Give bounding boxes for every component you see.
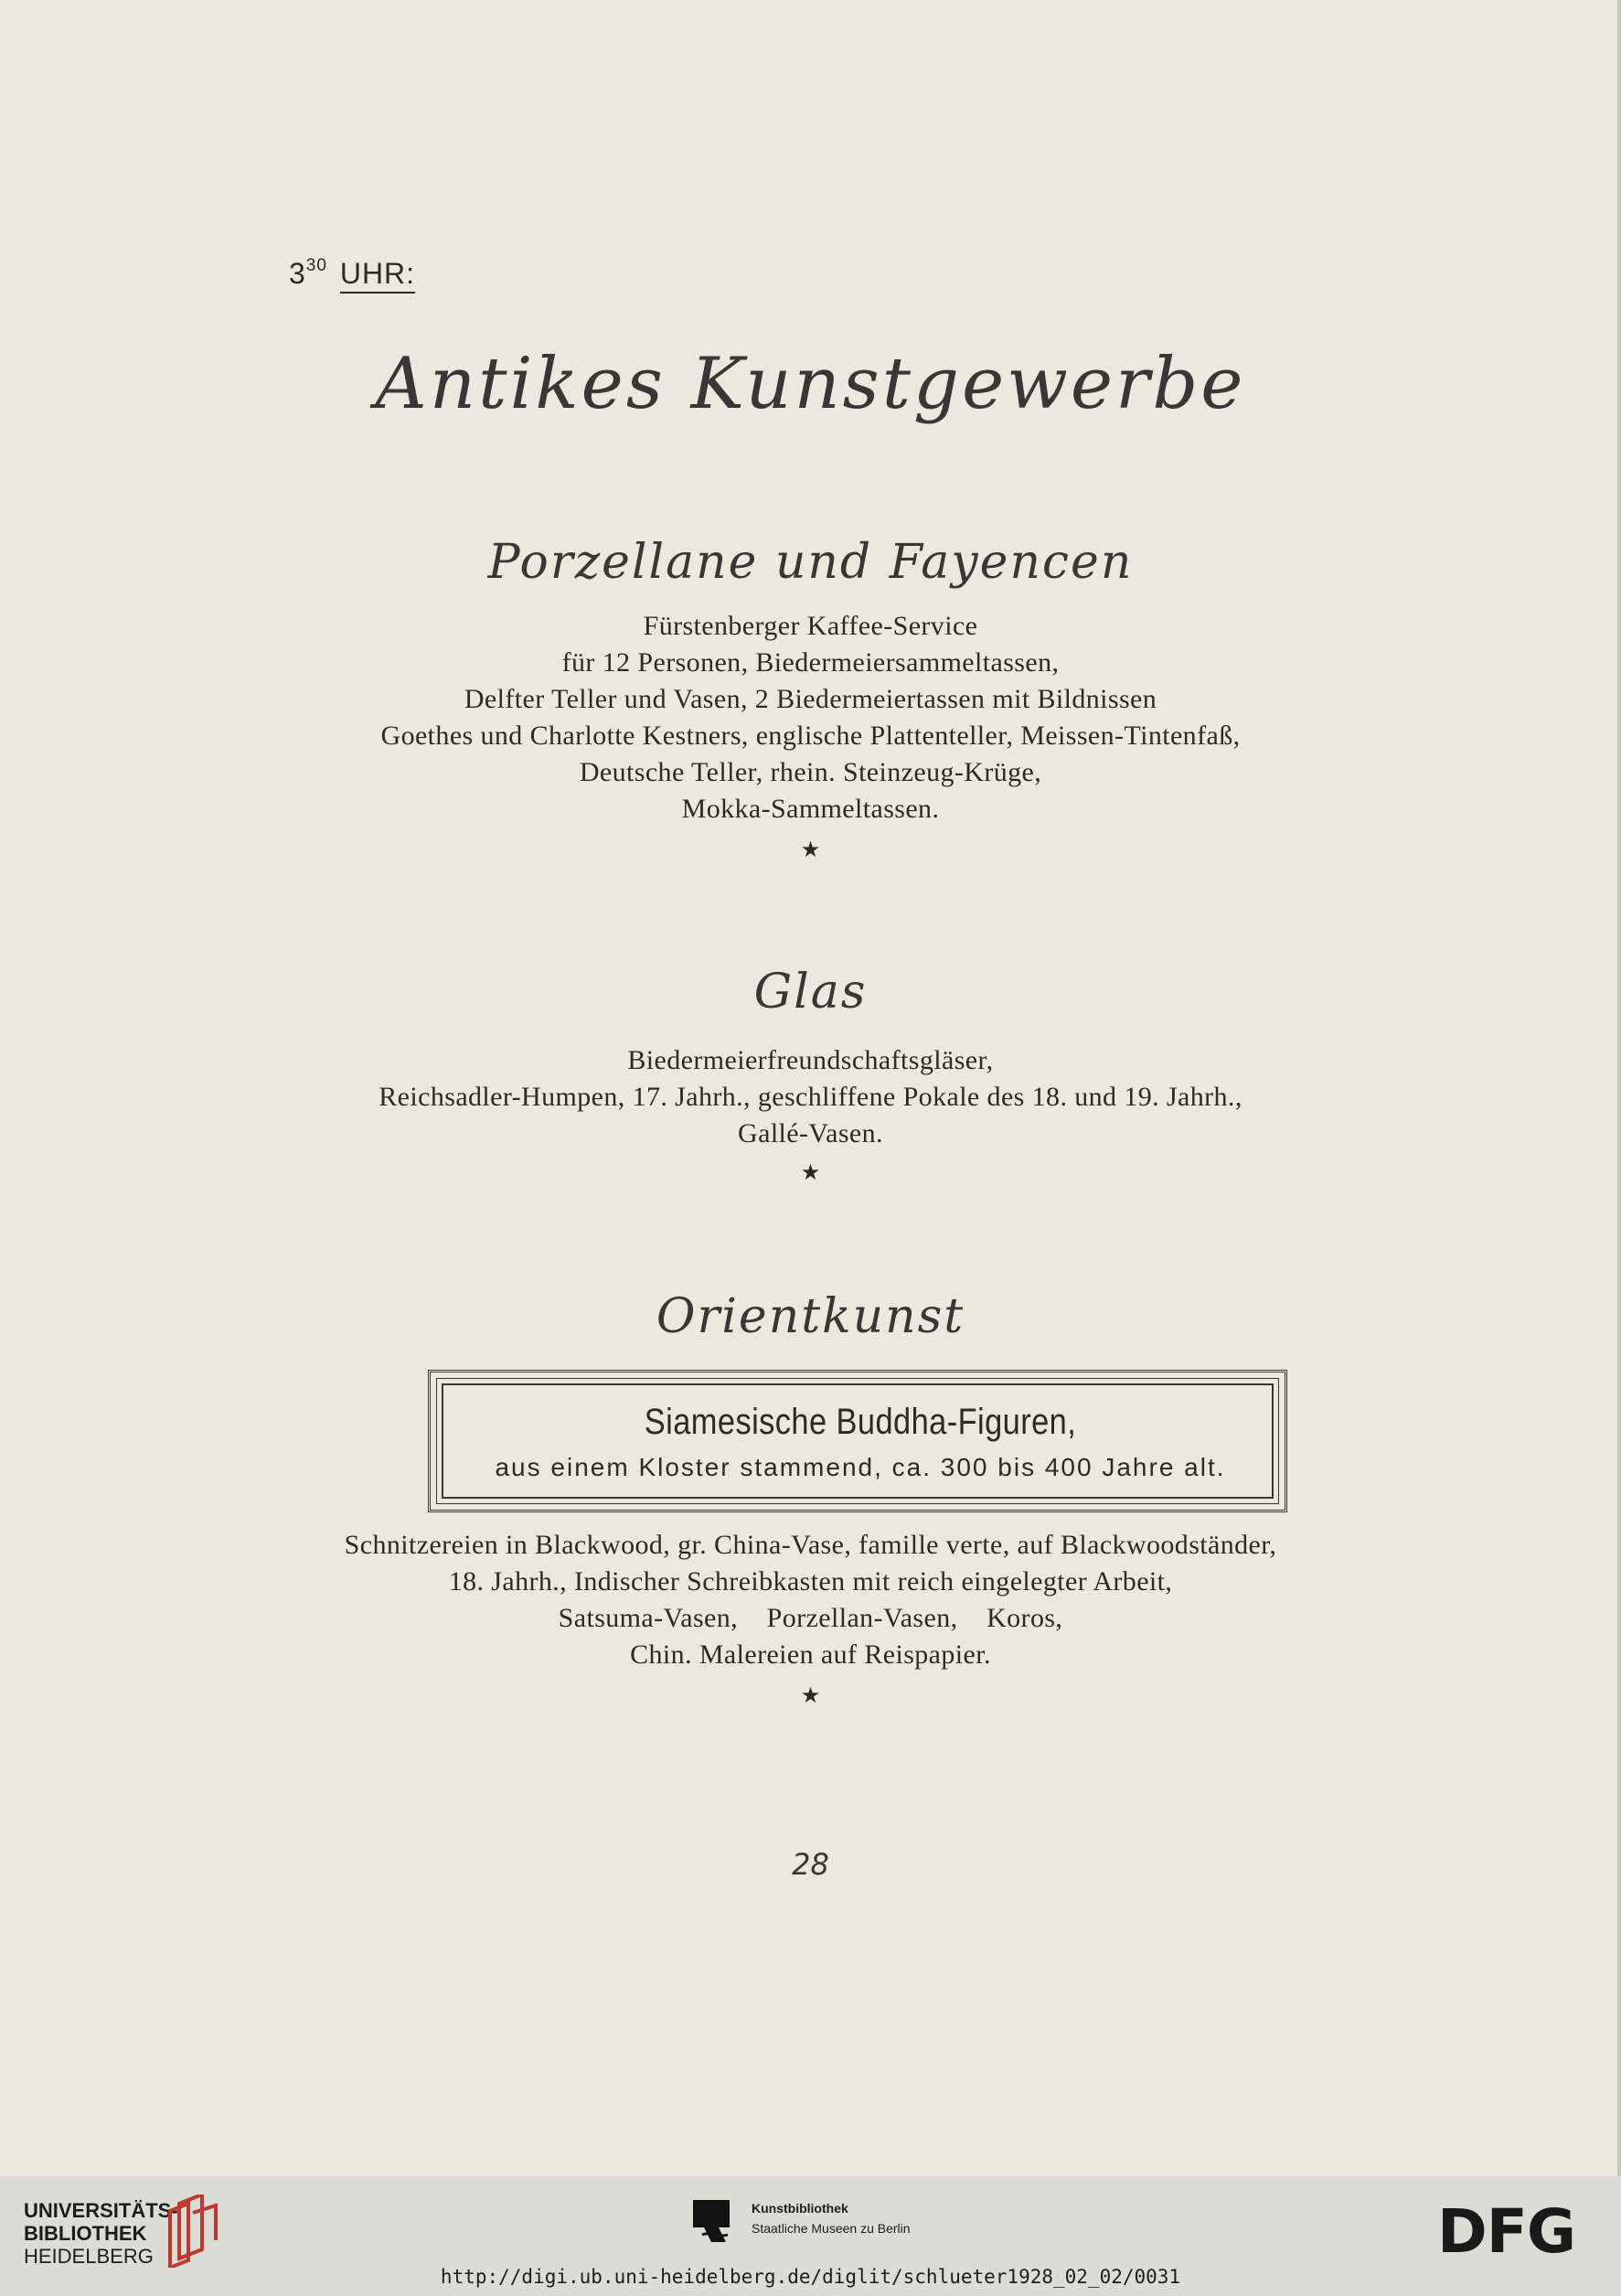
ub-heidelberg-logo-icon[interactable]: [161, 2195, 225, 2268]
library-name-line: UNIVERSITÄTS-: [24, 2199, 178, 2222]
kb-subtitle: Staatliche Museen zu Berlin: [752, 2221, 911, 2236]
section-heading-glas: Glas: [753, 965, 868, 1020]
text-line: Mokka-Sammeltassen.: [681, 794, 940, 824]
text-line: für 12 Personen, Biedermeiersammeltassen,: [561, 647, 1060, 678]
text-line: Gallé-Vasen.: [738, 1118, 883, 1148]
box-subtitle: aus einem Kloster stammend, ca. 300 bis 400 Jahre alt.: [495, 1453, 1226, 1481]
kunstbibliothek-logo-text[interactable]: [752, 2198, 911, 2238]
kb-name: Kunstbibliothek: [752, 2201, 848, 2216]
text-line: Reichsadler-Humpen, 17. Jahrh., geschliffene Pokale des 18. und 19. Jahrh.,: [379, 1082, 1242, 1112]
text-line: Biedermeierfreundschaftsgläser,: [627, 1045, 994, 1075]
text-line: Fürstenberger Kaffee-Service: [643, 611, 978, 641]
framed-highlight-box: [428, 1370, 1287, 1512]
time-hour: 3: [289, 257, 306, 290]
text-line: Chin. Malereien auf Reispapier.: [630, 1639, 991, 1670]
star-separator: ★: [800, 1159, 821, 1185]
time-unit: UHR:: [340, 257, 415, 294]
text-line: Deutsche Teller, rhein. Steinzeug-Krüge,: [579, 757, 1042, 787]
time-label: [289, 256, 415, 291]
section-heading-porzellane: Porzellane und Fayencen: [487, 535, 1134, 590]
text-line: Schnitzereien in Blackwood, gr. China-Vase, famille verte, auf Blackwoodständer,: [344, 1530, 1277, 1560]
text-line: Delfter Teller und Vasen, 2 Biedermeiertassen mit Bildnissen: [464, 684, 1157, 714]
library-name-line: BIBLIOTHEK: [24, 2222, 147, 2245]
permalink-url[interactable]: http://digi.ub.uni-heidelberg.de/diglit/schlueter1928_02_02/0031: [440, 2266, 1181, 2288]
page-number: 28: [792, 1847, 829, 1882]
star-separator: ★: [800, 837, 821, 862]
kunstbibliothek-logo-icon[interactable]: [691, 2198, 746, 2253]
star-separator: ★: [800, 1682, 821, 1708]
text-line: Goethes und Charlotte Kestners, englische Plattenteller, Meissen-Tintenfaß,: [380, 721, 1241, 751]
library-name-line: HEIDELBERG: [24, 2245, 154, 2268]
box-title: Siamesische Buddha-Figuren,: [644, 1402, 1077, 1442]
text-line: Satsuma-Vasen, Porzellan-Vasen, Koros,: [558, 1603, 1063, 1633]
text-line: 18. Jahrh., Indischer Schreibkasten mit reich eingelegter Arbeit,: [448, 1566, 1173, 1597]
section-heading-orientkunst: Orientkunst: [656, 1289, 965, 1344]
page-title: Antikes Kunstgewerbe: [375, 343, 1246, 425]
ub-heidelberg-logo-text[interactable]: [24, 2199, 178, 2268]
time-minutes: 30: [305, 256, 327, 275]
dfg-logo[interactable]: DFG: [1437, 2196, 1576, 2267]
